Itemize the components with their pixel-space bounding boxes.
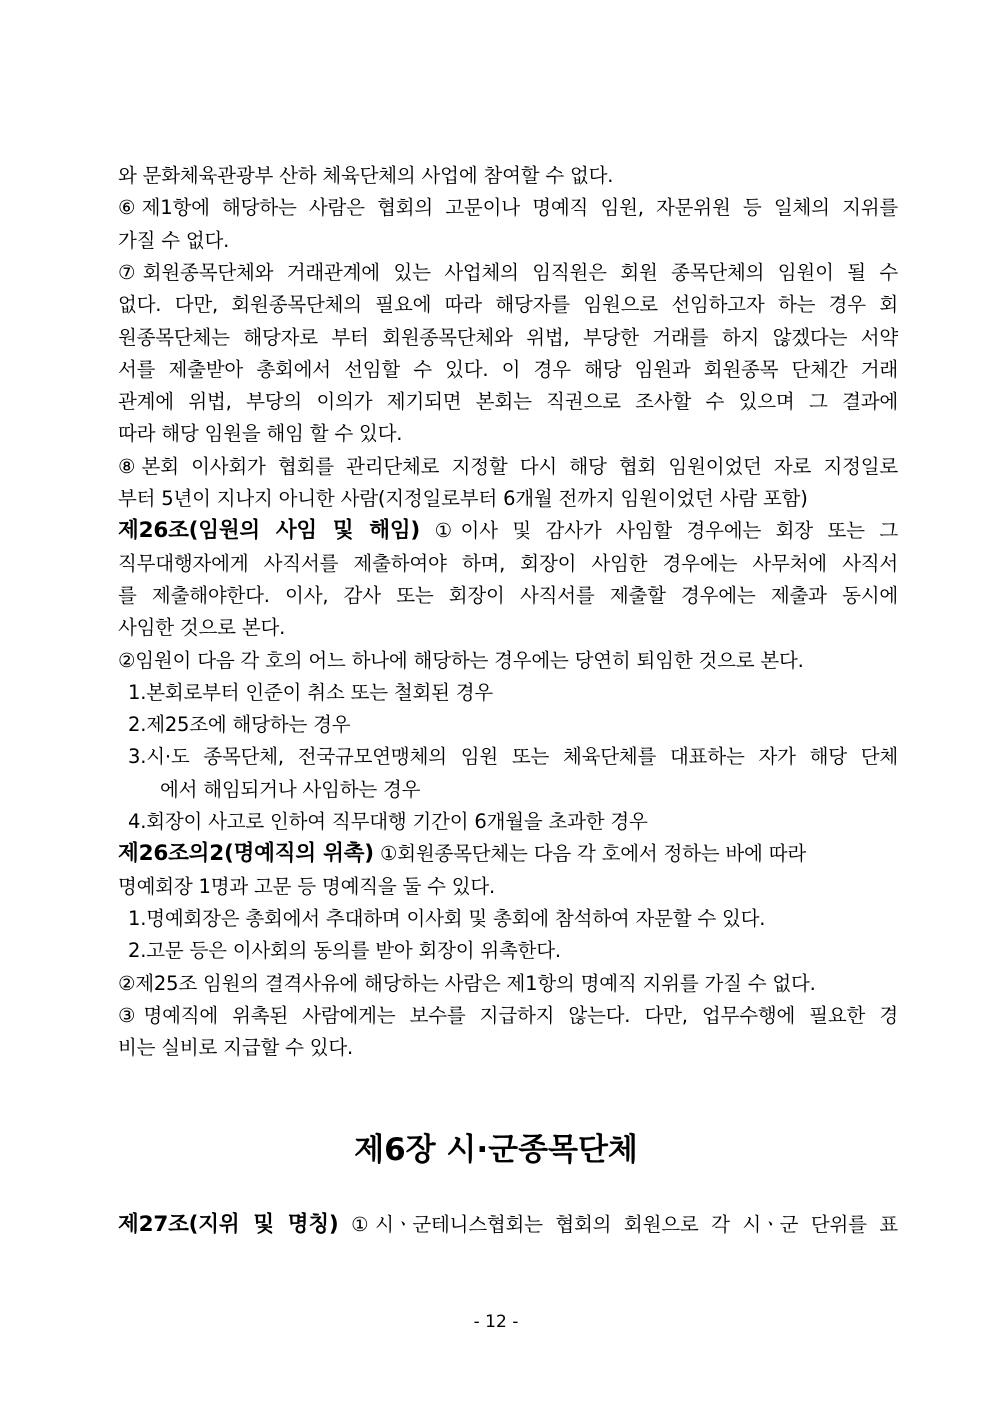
line-text: 따라 해당 임원을 해임 할 수 있다.: [118, 422, 403, 446]
text-line: [128, 935, 898, 967]
text-line: [118, 483, 898, 515]
page-number: - 12 -: [473, 1312, 519, 1332]
text-line: [118, 871, 898, 903]
line-text: 4.회장이 사고로 인하여 직무대행 기간이 6개월을 초과한 경우: [128, 810, 648, 833]
line-text: ③명예직에 위촉된 사람에게는 보수를 지급하지 않는다. 다만, 업무수행에 필요한 경: [118, 1003, 898, 1027]
text-line: [118, 515, 898, 547]
text-line: [118, 612, 898, 644]
text-line: [118, 289, 898, 321]
line-text: 없다. 다만, 회원종목단체의 필요에 따라 해당자를 임원으로 선임하고자 하는 경우 회: [118, 293, 899, 317]
line-text: 1.본회로부터 인준이 취소 또는 철회된 경우: [128, 680, 494, 704]
line-text: 가질 수 없다.: [118, 228, 230, 252]
text-line: [128, 709, 898, 741]
line-text: 2.고문 등은 이사회의 동의를 받아 회장이 위촉한다.: [128, 939, 561, 963]
line-text: 를 제출해야한다. 이사, 감사 또는 회장이 사직서를 제출할 경우에는 제출과 동시에: [118, 583, 898, 607]
line-text: 1.명예회장은 총회에서 추대하며 이사회 및 총회에 참석하여 자문할 수 있다.: [128, 906, 766, 930]
article-27-text: ①시ㆍ군테니스협회는 협회의 회원으로 각 시ㆍ군 단위를 표: [338, 1213, 899, 1236]
text-line: [118, 160, 898, 192]
line-text: 비는 실비로 지급할 수 있다.: [118, 1036, 353, 1060]
text-line: [118, 192, 898, 224]
line-text: 사임한 것으로 본다.: [118, 616, 286, 640]
article-27-heading: 제27조(지위 및 명칭): [118, 1212, 339, 1237]
text-line: [118, 257, 898, 289]
text-line: [160, 774, 898, 806]
line-text: 서를 제출받아 총회에서 선임할 수 있다. 이 경우 해당 임원과 회원종목 단체간 거래: [118, 357, 898, 381]
text-line: [118, 968, 898, 1000]
line-text: 원종목단체는 해당자로 부터 회원종목단체와 위법, 부당한 거래를 하지 않겠다는 서약: [118, 325, 898, 349]
text-line: [118, 1000, 898, 1032]
text-line: [118, 451, 898, 483]
text-line: [118, 1032, 898, 1064]
line-text: ②임원이 다음 각 호의 어느 하나에 해당하는 경우에는 당연히 퇴임한 것으로 본다.: [118, 648, 804, 672]
line-text: ②제25조 임원의 결격사유에 해당하는 사람은 제1항의 명예직 지위를 가질 수 없다.: [118, 971, 816, 995]
text-line: [128, 677, 898, 709]
text-line: [118, 645, 898, 677]
line-text: 부터 5년이 지나지 아니한 사람(지정일로부터 6개월 전까지 임원이었던 사람 포함): [118, 487, 808, 510]
text-line: [128, 741, 898, 773]
article-heading: 제26조(임원의 사임 및 해임): [118, 518, 421, 544]
line-text: ⑦회원종목단체와 거래관계에 있는 사업체의 임직원은 회원 종목단체의 임원이 될 수: [118, 260, 898, 284]
text-line: [118, 386, 898, 418]
line-text: 3.시·도 종목단체, 전국규모연맹체의 임원 또는 체육단체를 대표하는 자가 해당 단체: [128, 745, 898, 769]
line-text: 명예회장 1명과 고문 등 명예직을 둘 수 있다.: [118, 874, 496, 898]
line-text: ①회원종목단체는 다음 각 호에서 정하는 바에 따라: [373, 842, 806, 866]
line-text: 와 문화체육관광부 산하 체육단체의 사업에 참여할 수 없다.: [118, 164, 614, 187]
text-line: [118, 548, 898, 580]
text-line: [118, 225, 898, 257]
text-line: [128, 903, 898, 935]
line-text: ⑧본회 이사회가 협회를 관리단체로 지정할 다시 해당 협회 임원이었던 자로 지정일로: [118, 454, 898, 478]
text-line: [118, 838, 898, 870]
text-line: [118, 580, 898, 612]
text-line: [118, 418, 898, 450]
line-text: 2.제25조에 해당하는 경우: [128, 713, 351, 737]
chapter-title: 제6장 시·군종목단체: [354, 1132, 638, 1168]
article-27-line: [118, 1209, 898, 1241]
line-text: 관계에 위법, 부당의 이의가 제기되면 본회는 직권으로 조사할 수 있으며 그 결과에: [118, 390, 898, 414]
article-heading: 제26조의2(명예직의 위촉): [118, 841, 374, 867]
line-text: ⑥제1항에 해당하는 사람은 협회의 고문이나 명예직 임원, 자문위원 등 일체의 지위를: [118, 196, 898, 220]
text-line: [118, 322, 898, 354]
text-line: [128, 806, 898, 838]
line-text: 직무대행자에게 사직서를 제출하여야 하며, 회장이 사임한 경우에는 사무처에 사직서: [118, 551, 898, 575]
line-text: 에서 해임되거나 사임하는 경우: [160, 777, 421, 801]
text-line: [118, 354, 898, 386]
line-text: ①이사 및 감사가 사임할 경우에는 회장 또는 그: [420, 519, 898, 543]
